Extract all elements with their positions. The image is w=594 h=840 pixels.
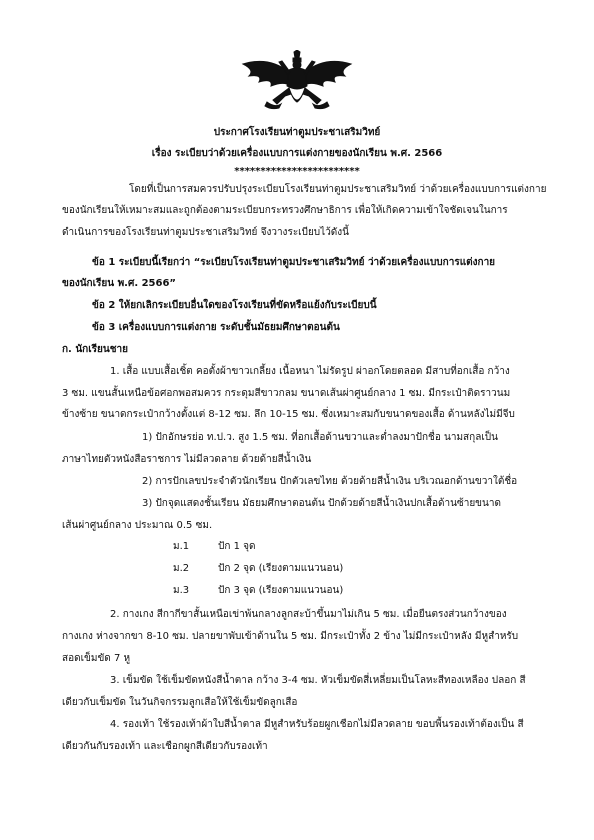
pants-line-1: 2. กางเกง สีกากีขาสั้นเหนือเข่าพ้นกลางลูกสะบ้าขึ้นมาไม่เกิน 5 ซม. เมื่อยืนตรงส่วนกว้างของ	[110, 609, 507, 620]
divider-asterisks: ************************	[234, 166, 360, 177]
shirt-item-3-line-2: เส้นผ่าศูนย์กลาง ประมาณ 0.5 ซม.	[62, 520, 213, 531]
grade-dots-desc-m3: ปัก 3 จุด (เรียงตามแนวนอน)	[218, 585, 344, 596]
shirt-item-1-line-2: ภาษาไทยตัวหนังสือราชการ ไม่มีลวดลาย ด้วยด้ายสีน้ำเงิน	[62, 454, 312, 465]
garuda-emblem	[239, 50, 355, 114]
pants-line-2: กางเกง ห่างจากขา 8-10 ซม. ปลายขาพับเข้าด้านใน 5 ซม. มีกระเป๋าทั้ง 2 ข้าง ไม่มีกระเป๋าหลัง มีหูสำหรับ	[62, 631, 519, 642]
belt-line-2: เดียวกับเข็มขัด ในวันกิจกรรมลูกเสือให้ใช้เข็มขัดลูกเสือ	[62, 697, 298, 708]
shirt-item-1-line-1: 1) ปักอักษรย่อ ท.ป.ว. สูง 1.5 ซม. ที่อกเสื้อด้านขวาและต่ำลงมาปักชื่อ นามสกุลเป็น	[142, 432, 498, 443]
grade-dots-label-m3: ม.3	[173, 585, 190, 596]
grade-dots-desc-m2: ปัก 2 จุด (เรียงตามแนวนอน)	[218, 563, 344, 574]
shirt-line-1: 1. เสื้อ แบบเสื้อเชิ้ต คอตั้งผ้าขาวเกลี้ยง เนื้อหนา ไม่รัดรูป ผ่าอกโดยตลอด มีสาบที่อกเสื้อ กว้าง	[110, 366, 510, 377]
clause-1-line-1: ข้อ 1 ระเบียบนี้เรียกว่า “ระเบียบโรงเรียนท่าตูมประชาเสริมวิทย์ ว่าด้วยเครื่องแบบการแต่งกาย	[92, 257, 496, 268]
clause-1-line-2: ของนักเรียน พ.ศ. 2566”	[62, 278, 177, 289]
grade-dots-label-m2: ม.2	[173, 563, 190, 574]
pants-line-3: สอดเข็มขัด 7 หู	[62, 653, 131, 664]
intro-line-1: โดยที่เป็นการสมควรปรับปรุงระเบียบโรงเรียนท่าตูมประชาเสริมวิทย์ ว่าด้วยเครื่องแบบการแต่งกาย	[129, 184, 547, 195]
announcement-title: ประกาศโรงเรียนท่าตูมประชาเสริมวิทย์	[213, 127, 381, 138]
clause-2: ข้อ 2 ให้ยกเลิกระเบียบอื่นใดของโรงเรียนที่ขัดหรือแย้งกับระเบียบนี้	[92, 300, 377, 311]
intro-line-3: ดำเนินการของโรงเรียนท่าตูมประชาเสริมวิทย์ จึงวางระเบียบไว้ดังนี้	[62, 227, 350, 238]
grade-dots-label-m1: ม.1	[173, 541, 190, 552]
shirt-line-3: ข้างซ้าย ขนาดกระเป๋ากว้างตั้งแต่ 8-12 ซม. ลึก 10-15 ซม. ซึ่งเหมาะสมกับขนาดของเสื้อ ด้านหลังไม่มีจีบ	[62, 409, 515, 420]
shoes-line-2: เดียวกันกับรองเท้า และเชือกผูกสีเดียวกับรองเท้า	[62, 741, 268, 752]
shoes-line-1: 4. รองเท้า ใช้รองเท้าผ้าใบสีน้ำตาล มีหูสำหรับร้อยผูกเชือกไม่มีลวดลาย ขอบพื้นรองเท้าต้องเป็น สี	[110, 719, 524, 730]
shirt-item-2: 2) การปักเลขประจำตัวนักเรียน ปักตัวเลขไทย ด้วยด้ายสีน้ำเงิน บริเวณอกด้านขวาใต้ชื่อ	[142, 476, 518, 487]
announcement-subject: เรื่อง ระเบียบว่าด้วยเครื่องแบบการแต่งกายของนักเรียน พ.ศ. 2566	[151, 148, 443, 159]
intro-line-2: ของนักเรียนให้เหมาะสมและถูกต้องตามระเบียบกระทรวงศึกษาธิการ เพื่อให้เกิดความเข้าใจชัดเจนในการ	[62, 205, 508, 216]
shirt-line-2: 3 ซม. แขนสั้นเหนือข้อศอกพอสมควร กระดุมสีขาวกลม ขนาดเส้นผ่าศูนย์กลาง 1 ซม. มีกระเป๋าติดราวนม	[62, 388, 511, 399]
section-boys-heading: ก. นักเรียนชาย	[62, 344, 128, 355]
clause-3: ข้อ 3 เครื่องแบบการแต่งกาย ระดับชั้นมัธยมศึกษาตอนต้น	[92, 322, 340, 333]
shirt-item-3-line-1: 3) ปักจุดแสดงชั้นเรียน มัธยมศึกษาตอนต้น ปักด้วยด้ายสีน้ำเงินปกเสื้อด้านซ้ายขนาด	[142, 498, 501, 509]
grade-dots-desc-m1: ปัก 1 จุด	[218, 541, 256, 552]
belt-line-1: 3. เข็มขัด ใช้เข็มขัดหนังสีน้ำตาล กว้าง 3-4 ซม. หัวเข็มขัดสี่เหลี่ยมเป็นโลหะสีทองเหลือง ปลอก สี	[110, 675, 526, 686]
